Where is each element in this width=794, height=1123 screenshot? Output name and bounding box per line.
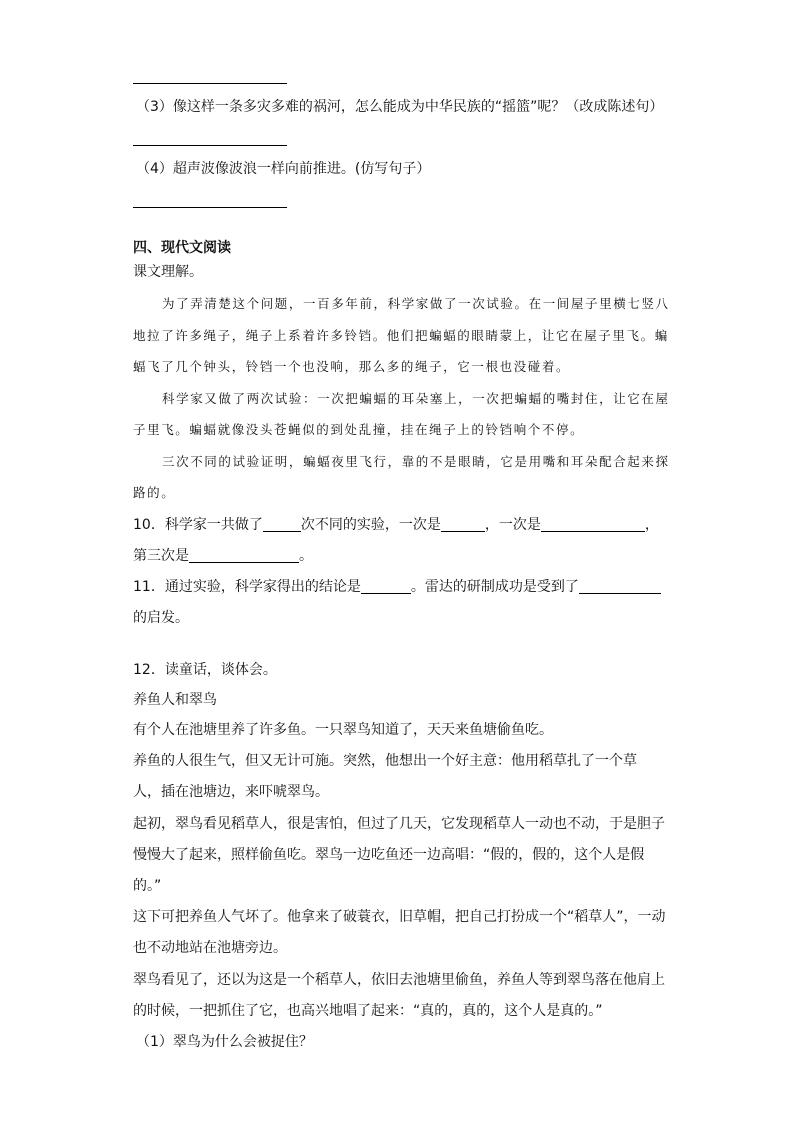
passage-line: 科学家又做了两次试验：一次把蝙蝠的耳朵塞上，一次把蝙蝠的嘴封住，让它在屋: [162, 391, 670, 406]
story-line: 慢慢大了起来，照样偷鱼吃。翠鸟一边吃鱼还一边高唱：“假的，假的，这个人是假: [133, 847, 645, 863]
q10-blank-second[interactable]: [541, 515, 645, 532]
passage-line: 蝠飞了几个钟头，铃铛一个也没响，那么多的绳子，它一根也没碰着。: [133, 359, 571, 374]
question-q4: （4）超声波像波浪一样向前推进。(仿写句子）: [136, 161, 431, 177]
passage-line: 三次不同的试验证明，蝙蝠夜里飞行，靠的不是眼睛，它是用嘴和耳朵配合起来探: [162, 454, 670, 469]
question-11-line2: 的启发。: [133, 610, 189, 626]
story-line: 起初，翠鸟看见稻草人，很是害怕，但过了几天，它发现稻草人一动也不动，于是胆子: [133, 816, 665, 832]
q10-text-f: 。: [299, 548, 313, 564]
section-heading: 四、现代文阅读: [133, 240, 231, 256]
q10-text-b: 次不同的实验，一次是: [300, 517, 441, 533]
story-line: 也不动地站在池塘旁边。: [133, 940, 287, 956]
q10-text-c: ，一次是: [484, 517, 541, 533]
question-q3: （3）像这样一条多灾多难的祸河，怎么能成为中华民族的“摇篮”呢？（改成陈述句）: [136, 99, 664, 115]
section-intro: 课文理解。: [133, 264, 203, 280]
q11-blank-conclusion[interactable]: [361, 577, 411, 594]
question-10-line1: [133, 515, 659, 535]
story-line: 这下可把养鱼人气坏了。他拿来了破蓑衣，旧草帽，把自己打扮成一个“稻草人”，一动: [133, 909, 666, 925]
question-11-line1: [133, 577, 661, 597]
q10-blank-third[interactable]: [189, 546, 299, 563]
story-line: 人，插在池塘边，来吓唬翠鸟。: [133, 784, 329, 800]
story-line: 的。”: [133, 878, 162, 894]
question-12-heading: 12．读童话，谈体会。: [133, 662, 277, 678]
story-line: 翠鸟看见了，还以为这是一个稻草人，依旧去池塘里偷鱼，养鱼人等到翠鸟落在他肩上: [133, 972, 665, 988]
question-12-sub1: （1）翠鸟为什么会被捉住？: [136, 1034, 313, 1050]
q11-text-b: 。雷达的研制成功是受到了: [410, 579, 579, 595]
story-line: 有个人在池塘里养了许多鱼。一只翠鸟知道了，天天来鱼塘偷鱼吃。: [133, 722, 553, 738]
answer-line-q3[interactable]: [133, 145, 287, 146]
story-line: 的时候，一把抓住了它，也高兴地唱了起来：“真的，真的，这个人是真的。”: [133, 1003, 603, 1019]
answer-line-q2[interactable]: [133, 83, 287, 84]
passage-line: 子里飞。蝙蝠就像没头苍蝇似的到处乱撞，挂在绳子上的铃铛响个不停。: [133, 422, 585, 437]
question-10-line2: [133, 546, 313, 566]
story-line: 养鱼的人很生气，但又无计可施。突然，他想出一个好主意：他用稻草扎了一个草: [133, 753, 637, 769]
answer-line-q4[interactable]: [133, 207, 287, 208]
q11-blank-inspiration[interactable]: [579, 577, 661, 594]
q11-text-a: 11．通过实验，科学家得出的结论是: [133, 579, 361, 595]
passage-line: 路的。: [133, 485, 176, 500]
q10-blank-count[interactable]: [263, 515, 301, 532]
story-title: 养鱼人和翠鸟: [133, 692, 217, 708]
q10-text-a: 10．科学家一共做了: [133, 517, 263, 533]
passage-line: 为了弄清楚这个问题，一百多年前，科学家做了一次试验。在一间屋子里横七竖八: [162, 296, 670, 311]
q10-text-e: 第三次是: [133, 548, 189, 564]
passage-line: 地拉了许多绳子，绳子上系着许多铃铛。他们把蝙蝠的眼睛蒙上，让它在屋子里飞。蝙: [133, 328, 669, 343]
q10-text-d: ，: [644, 517, 659, 533]
q10-blank-first[interactable]: [441, 515, 485, 532]
